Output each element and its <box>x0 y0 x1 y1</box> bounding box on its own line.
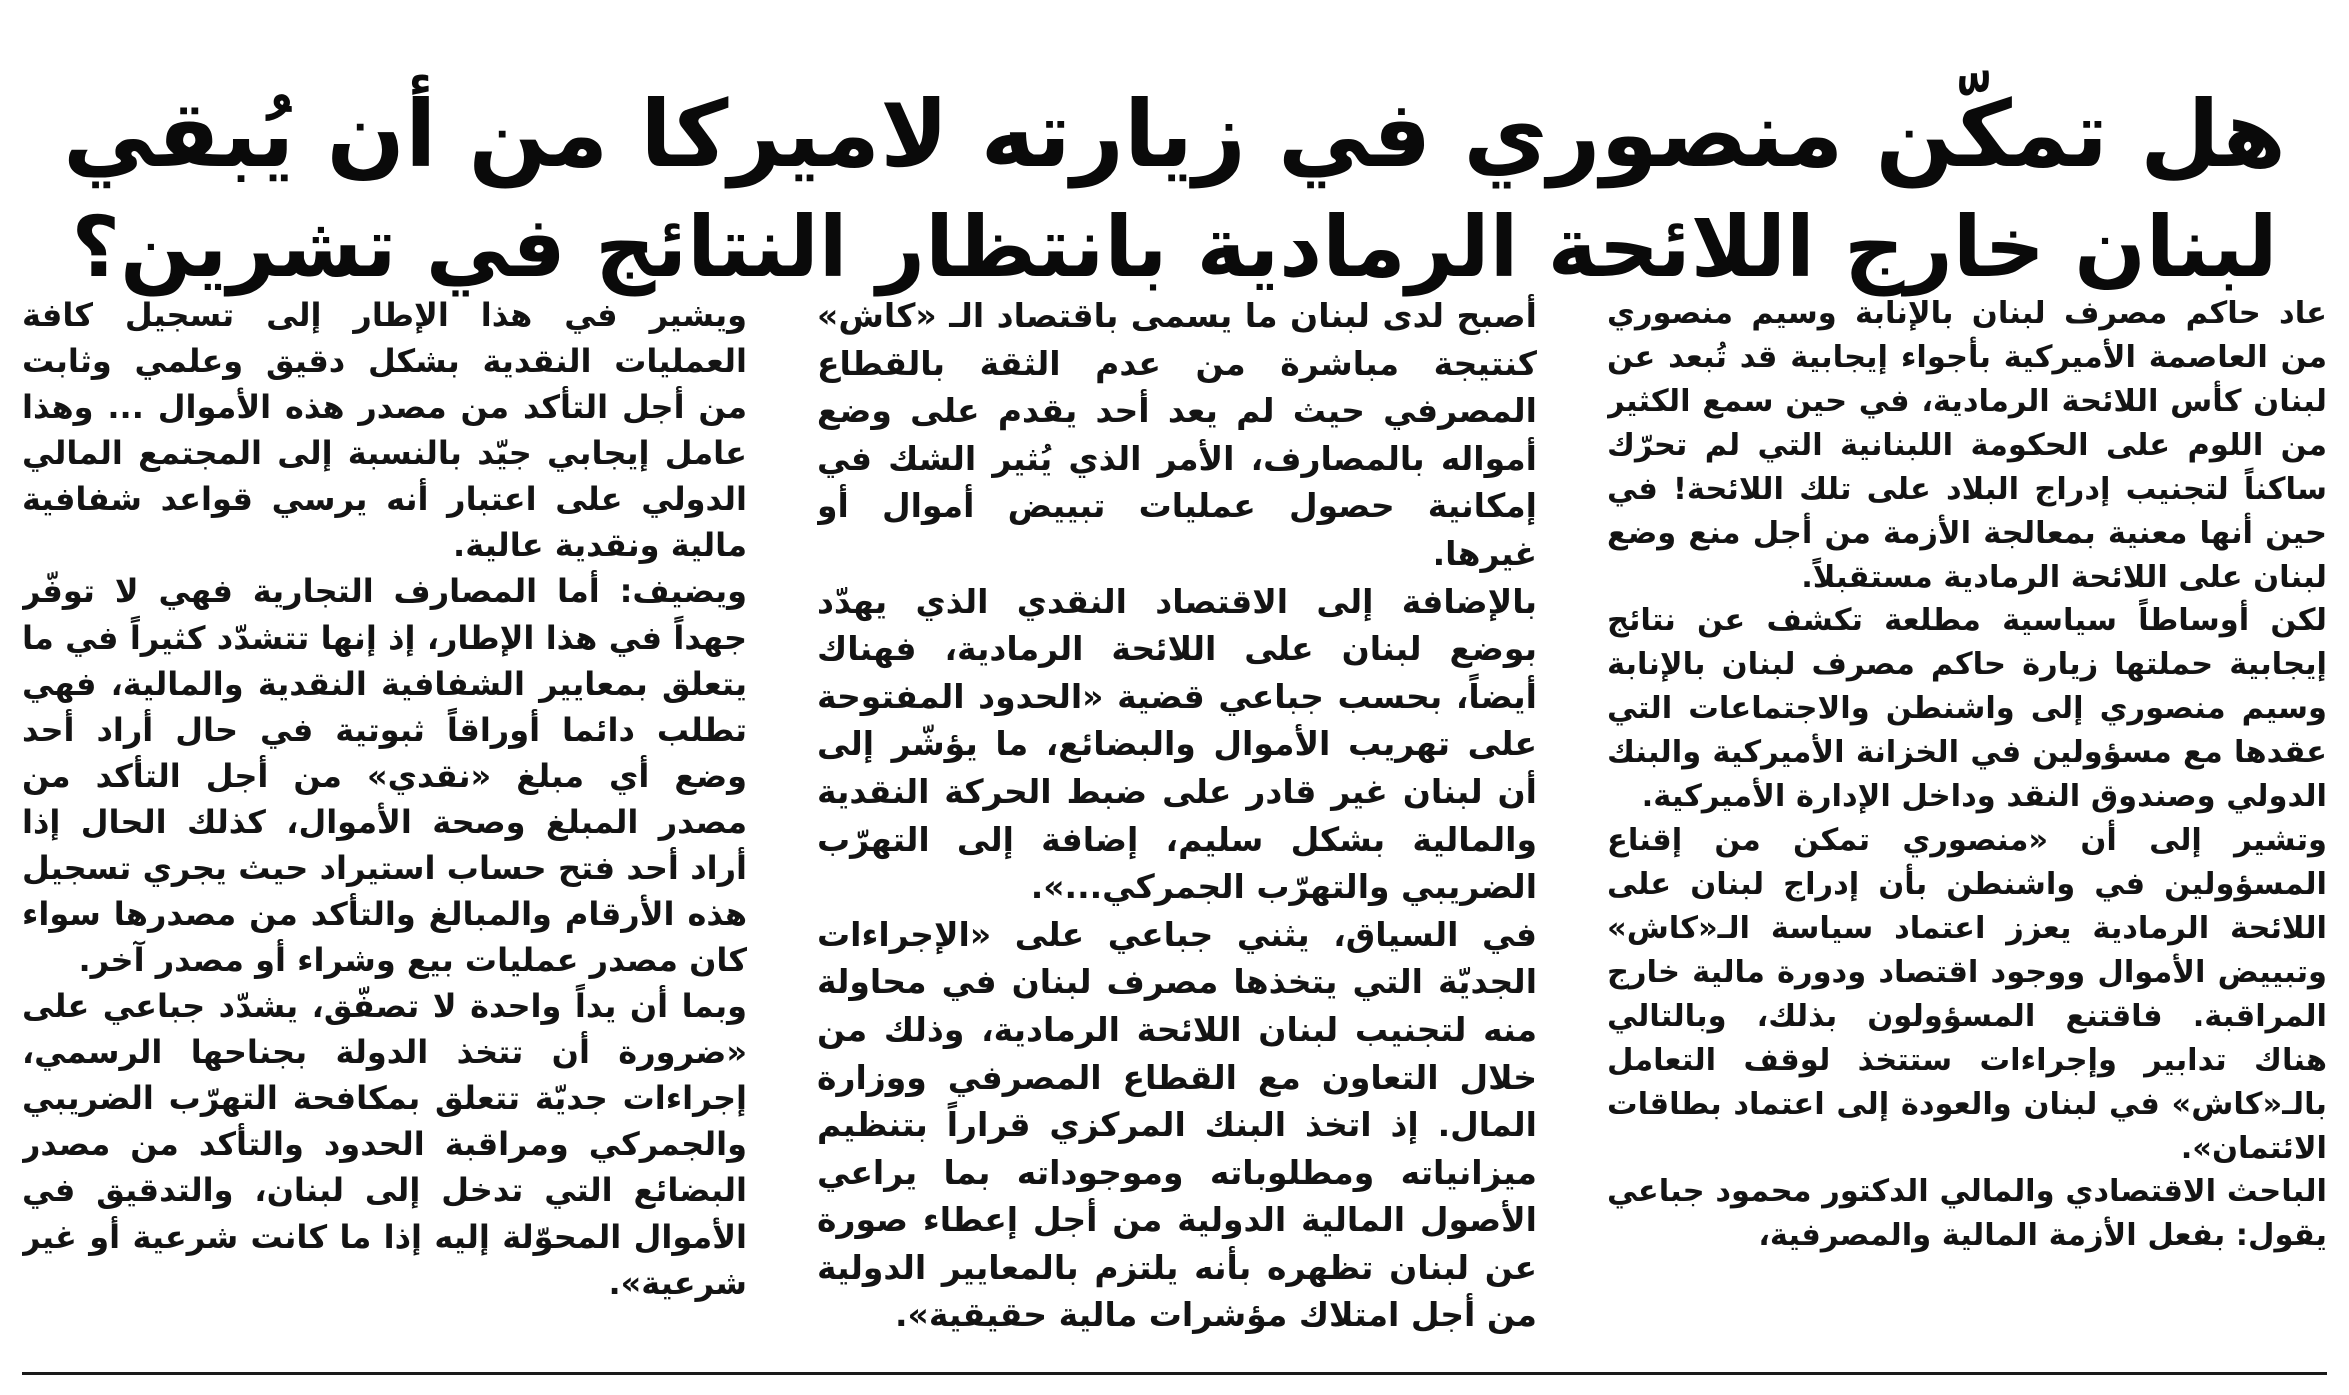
bottom-divider <box>22 1372 2327 1375</box>
paragraph: في السياق، يثني جباعي على «الإجراءات الجديّة التي يتخذها مصرف لبنان في محاولة منه لتجنيب لبنان اللائحة الرمادية، وذلك من خلال التعاون مع القطاع المصرفي ووزارة المال. إذ اتخذ البنك المركزي قراراً بتنظيم ميزانياته ومطلوباته وموجوداته بما يراعي الأصول المالية الدولية من أجل إعطاء صورة عن لبنان تظهره بأنه يلتزم بالمعايير الدولية من أجل امتلاك مؤشرات مالية حقيقية». <box>817 914 1537 1335</box>
article-body <box>22 292 2327 1342</box>
article-column-right <box>1607 292 2327 1342</box>
article-column-middle <box>817 292 1537 1342</box>
paragraph: بالإضافة إلى الاقتصاد النقدي الذي يهدّد بوضع لبنان على اللائحة الرمادية، فهناك أيضاً، بحسب جباعي قضية «الحدود المفتوحة على تهريب الأموال والبضائع، ما يؤشّر إلى أن لبنان غير قادر على ضبط الحركة النقدية والمالية بشكل سليم، إضافة إلى التهرّب الضريبي والتهرّب الجمركي...». <box>817 581 1537 907</box>
paragraph: وبما أن يداً واحدة لا تصفّق، يشدّد جباعي على «ضرورة أن تتخذ الدولة بجناحها الرسمي، إجراءات جديّة تتعلق بمكافحة التهرّب الضريبي والجمركي ومراقبة الحدود والتأكد من مصدر البضائع التي تدخل إلى لبنان، والتدقيق في الأموال المحوّلة إليه إذا ما كانت شرعية أو غير شرعية». <box>22 987 747 1302</box>
paragraph: لكن أوساطاً سياسية مطلعة تكشف عن نتائج إيجابية حملتها زيارة حاكم مصرف لبنان بالإنابة وسيم منصوري إلى واشنطن والاجتماعات التي عقدها مع مسؤولين في الخزانة الأميركية والبنك الدولي وصندوق النقد وداخل الإدارة الأميركية. <box>1607 603 2327 815</box>
headline-line-1: هل تمكّن منصوري في زيارته لاميركا من أن يُبقي <box>63 81 2286 189</box>
article-column-left <box>22 292 747 1342</box>
paragraph: الباحث الاقتصادي والمالي الدكتور محمود جباعي يقول: بفعل الأزمة المالية والمصرفية، <box>1607 1174 2327 1254</box>
article-headline <box>60 79 2289 303</box>
paragraph: عاد حاكم مصرف لبنان بالإنابة وسيم منصوري من العاصمة الأميركية بأجواء إيجابية قد تُبعد عن لبنان كأس اللائحة الرمادية، في حين سمع الكثير من اللوم على الحكومة اللبنانية التي لم تحرّك ساكناً لتجنيب إدراج البلاد على تلك اللائحة! في حين أنها معنية بمعالجة الأزمة من أجل منع وضع لبنان على اللائحة الرمادية مستقبلاً. <box>1607 296 2327 595</box>
paragraph: أصبح لدى لبنان ما يسمى باقتصاد الـ «كاش» كنتيجة مباشرة من عدم الثقة بالقطاع المصرفي حيث لم يعد أحد يقدم على وضع أمواله بالمصارف، الأمر الذي يُثير الشك في إمكانية حصول عمليات تبييض أموال أو غيرها. <box>817 296 1537 573</box>
headline-line-2: لبنان خارج اللائحة الرمادية بانتظار النتائج في تشرين؟ <box>71 198 2278 297</box>
paragraph: ويضيف: أما المصارف التجارية فهي لا توفّر جهداً في هذا الإطار، إذ إنها تتشدّد كثيراً في ما يتعلق بمعايير الشفافية النقدية والمالية، فهي تطلب دائما أوراقاً ثبوتية في حال أراد أحد وضع أي مبلغ «نقدي» من أجل التأكد من مصدر المبلغ وصحة الأموال، كذلك الحال إذا أراد أحد فتح حساب استيراد حيث يجري تسجيل هذه الأرقام والمبالغ والتأكد من مصدرها سواء كان مصدر عمليات بيع وشراء أو مصدر آخر. <box>22 572 747 980</box>
paragraph: ويشير في هذا الإطار إلى تسجيل كافة العمليات النقدية بشكل دقيق وعلمي وثابت من أجل التأكد من مصدر هذه الأموال ... وهذا عامل إيجابي جيّد بالنسبة إلى المجتمع المالي الدولي على اعتبار أنه يرسي قواعد شفافية مالية ونقدية عالية. <box>22 296 747 565</box>
paragraph: وتشير إلى أن «منصوري تمكن من إقناع المسؤولين في واشنطن بأن إدراج لبنان على اللائحة الرمادية يعزز اعتماد سياسة الـ«كاش» وتبييض الأموال ووجود اقتصاد ودورة مالية خارج المراقبة. فاقتنع المسؤولون بذلك، وبالتالي هناك تدابير وإجراءات ستتخذ لوقف التعامل بالـ«كاش» في لبنان والعودة إلى اعتماد بطاقات الائتمان». <box>1607 823 2327 1166</box>
